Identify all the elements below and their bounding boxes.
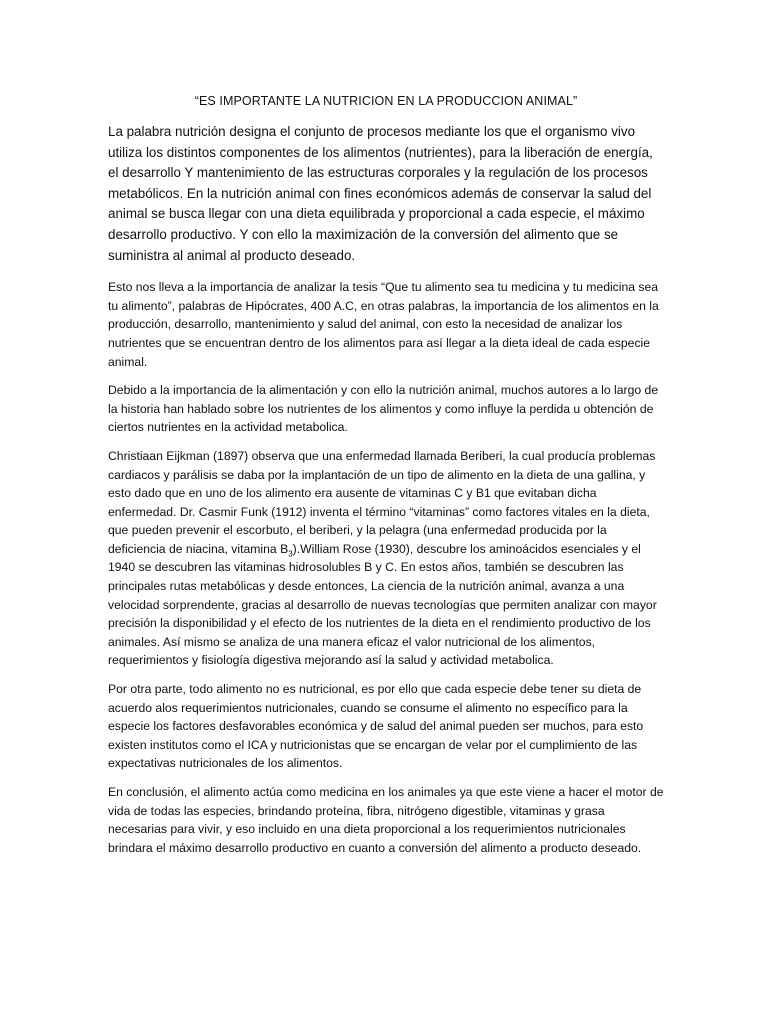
- paragraph-nutritional-requirements: Por otra parte, todo alimento no es nutricional, es por ello que cada especie debe tener su dieta de acuerdo alos requerimientos nutricionales, cuando se consume el alimento no específico para la especie los factores desfavorables económica y de salud del animal pueden ser muchos, para esto existen institutos como el ICA y nutricionistas que se encargan de velar por el cumplimiento de las expectativas nutricionales de los alimentos.: [108, 682, 644, 771]
- document-page: [108, 92, 664, 867]
- paragraph-history-details: [108, 447, 664, 670]
- history-text-part2: ).William Rose (1930), descubre los aminoácidos esenciales y el 1940 se descubren las vitaminas hidrosolubles B y C. En estos años, también se descubren las principales rutas metabólicas y desde entonces, La ciencia de la nutrición animal, avanza a una velocidad sorprendente, gracias al desarrollo de nuevas tecnologías que permiten analizar con mayor precisión la disponibilidad y el efecto de los nutrientes de la dieta en el rendimiento productivo de los animales. Así mismo se analiza de una manera eficaz el valor nutricional de los alimentos, requerimientos y fisiología digestiva mejorando así la salud y actividad metabolica.: [108, 541, 657, 668]
- paragraph-conclusion: En conclusión, el alimento actúa como medicina en los animales ya que este viene a hacer el motor de vida de todas las especies, brindando proteína, fibra, nitrógeno digestible, vitaminas y grasa necesarias para vivir, y eso incluido en una dieta proporcional a los requerimientos nutricionales brindara el máximo desarrollo productivo en cuanto a conversión del alimento a producto deseado.: [108, 785, 664, 855]
- paragraph-thesis: Esto nos lleva a la importancia de analizar la tesis “Que tu alimento sea tu medicina y tu medicina sea tu alimento”, palabras de Hipócrates, 400 A.C, en otras palabras, la importancia de los alimentos en la producción, desarrollo, mantenimiento y salud del animal, con esto la necesidad de analizar los nutrientes que se encuentran dentro de los alimentos para así llegar a la dieta ideal de cada especie animal.: [108, 280, 659, 369]
- document-title: “ES IMPORTANTE LA NUTRICION EN LA PRODUCCION ANIMAL”: [194, 94, 578, 108]
- paragraph-definition: La palabra nutrición designa el conjunto de procesos mediante los que el organismo vivo utiliza los distintos componentes de los alimentos (nutrientes), para la liberación de energía, el desarrollo Y mantenimiento de las estructuras corporales y la regulación de los procesos metabólicos. En la nutrición animal con fines económicos además de conservar la salud del animal se busca llegar con una dieta equilibrada y proporcional a cada especie, el máximo desarrollo productivo. Y con ello la maximización de la conversión del alimento que se suministra al animal al producto deseado.: [108, 124, 653, 263]
- history-text-part1: Christiaan Eijkman (1897) observa que una enfermedad llamada Beriberi, la cual producía problemas cardiacos y parálisis se daba por la implantación de un tipo de alimento en la dieta de una gallina, y esto dado que en uno de los alimento era ausente de vitaminas C y B1 que evitaban dicha enfermedad. Dr. Casmir Funk (1912) inventa el término “vitaminas” como factores vitales en la dieta, que pueden prevenir el escorbuto, el beriberi, y la pelagra (una enfermedad producida por la deficiencia de niacina, vitamina B: [108, 448, 656, 556]
- paragraph-history-intro: Debido a la importancia de la alimentación y con ello la nutrición animal, muchos autores a lo largo de la historia han hablado sobre los nutrientes de los alimentos y como influye la perdida u obtención de ciertos nutrientes en la actividad metabolica.: [108, 383, 659, 435]
- vitamin-subscript: 3: [288, 549, 293, 559]
